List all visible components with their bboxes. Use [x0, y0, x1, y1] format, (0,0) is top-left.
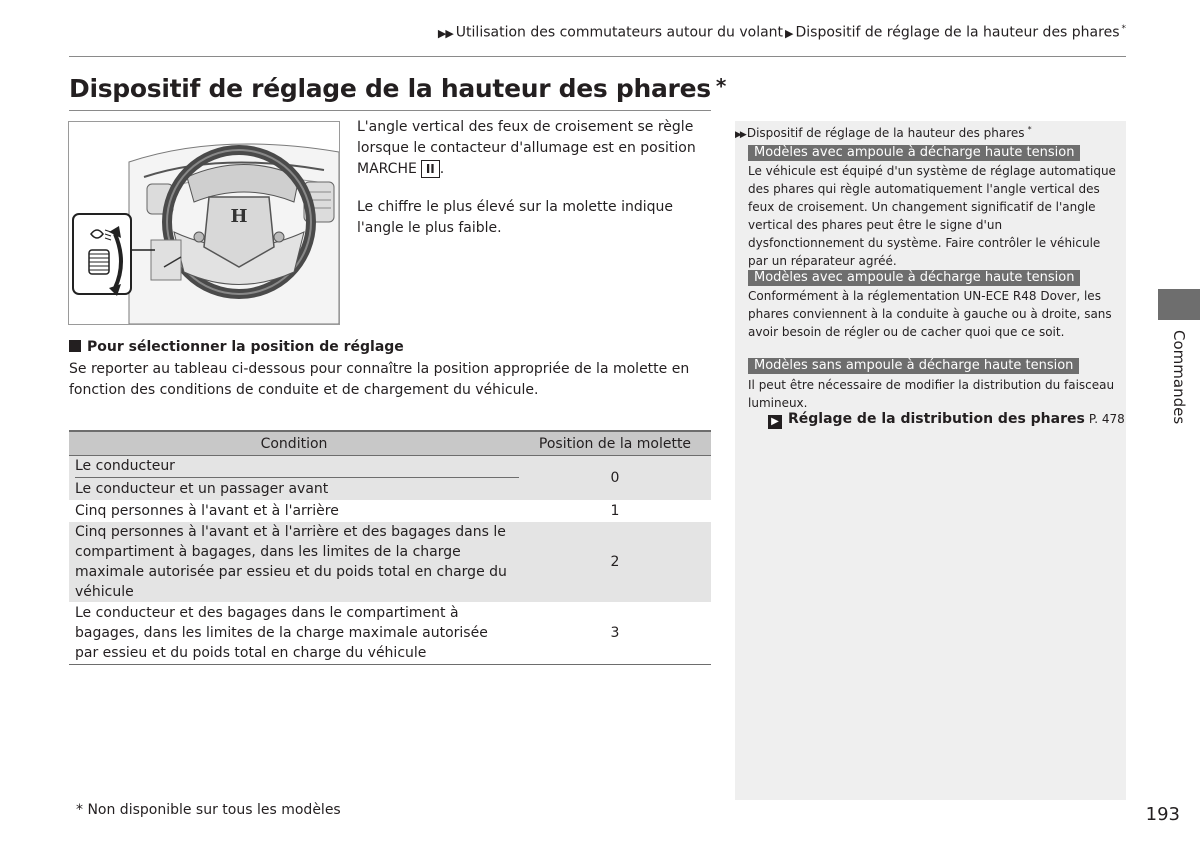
table-cell-condition: Cinq personnes à l'avant et à l'arrière — [75, 503, 339, 519]
model-tag: Modèles avec ampoule à décharge haute tension — [748, 145, 1080, 161]
breadcrumb-part-1: Utilisation des commutateurs autour du volant — [455, 24, 784, 41]
cross-reference-link[interactable] — [768, 411, 1125, 429]
sidebar-arrow-icon: ▶▶ — [735, 130, 745, 140]
breadcrumb-part-2: Dispositif de réglage de la hauteur des phares — [795, 24, 1120, 41]
dashboard-illustration — [68, 121, 340, 325]
steering-wheel-illustration — [69, 122, 339, 324]
intro-paragraph-1 — [357, 117, 713, 180]
sidebar-heading-star: * — [1027, 125, 1032, 134]
breadcrumb-arrow-icon: ▶▶ — [437, 26, 453, 40]
table-cell-condition: Le conducteur — [75, 456, 525, 478]
table-cell-condition: Le conducteur et un passager avant — [69, 478, 519, 500]
table-header-row — [69, 431, 711, 456]
chapter-tab-marker — [1158, 289, 1200, 320]
table-cell-position: 3 — [519, 602, 711, 665]
table-row — [69, 500, 711, 522]
breadcrumb — [438, 24, 1126, 41]
table-row — [69, 522, 711, 602]
breadcrumb-arrow-icon: ▶ — [785, 26, 793, 40]
sidebar-heading-text: Dispositif de réglage de la hauteur des phares — [746, 126, 1025, 140]
page-title-star: * — [715, 74, 726, 98]
section-paragraph: Se reporter au tableau ci-dessous pour connaître la position appropriée de la molette en fonction des conditions de conduite et de chargement du véhicule. — [69, 361, 690, 398]
chapter-tab-text: Commandes — [1170, 330, 1188, 425]
table-header-condition: Condition — [69, 431, 519, 456]
reference-arrow-icon: ▶ — [768, 415, 782, 429]
table-cell-position: 2 — [519, 522, 711, 602]
sidebar-heading — [735, 121, 1126, 139]
sidebar-note-text: Il peut être nécessaire de modifier la distribution du faisceau lumineux. — [748, 378, 1115, 410]
intro-paragraph-2: Le chiffre le plus élevé sur la molette indique l'angle le plus faible. — [357, 199, 673, 236]
sidebar-note-text: Conformément à la réglementation UN-ECE R48 Dover, les phares conviennent à la conduite à gauche ou à droite, sans avoir besoin de régler ou de cacher quoi que ce soit. — [748, 289, 1112, 339]
table-cell-position: 0 — [519, 456, 711, 501]
section-square-icon — [69, 340, 81, 352]
table-row — [69, 456, 711, 479]
table-row — [69, 602, 711, 665]
cross-reference-text: Réglage de la distribution des phares — [788, 411, 1085, 427]
breadcrumb-star: * — [1121, 24, 1126, 34]
ignition-on-icon: II — [421, 160, 440, 178]
title-divider — [69, 110, 711, 111]
chapter-tab-label — [1158, 330, 1200, 430]
page-title — [69, 74, 726, 103]
sidebar-note-text: Le véhicule est équipé d'un système de réglage automatique des phares qui règle automatiquement l'angle vertical des feux de croisement. Un changement significatif de l'angle vertical des phares peut être le signe d'un dysfonctionnement du système. Faire contrôler le véhicule par un réparateur agréé. — [748, 164, 1116, 268]
model-tag: Modèles avec ampoule à décharge haute tension — [748, 270, 1080, 286]
intro-text-1-end: . — [439, 161, 445, 177]
page-number: 193 — [1145, 804, 1180, 825]
adjustment-table — [69, 430, 711, 665]
honda-logo: H — [230, 206, 248, 227]
cross-reference-page: P. 478 — [1088, 412, 1125, 426]
table-cell-condition: Cinq personnes à l'avant et à l'arrière et des bagages dans le compartiment à bagages, dans les limites de la charge maximale autorisée par essieu et du poids total en charge du véhicule — [69, 522, 519, 602]
header-divider — [69, 56, 1126, 57]
table-cell-position: 1 — [610, 503, 620, 519]
section-heading — [69, 339, 404, 355]
table-cell-condition: Le conducteur et des bagages dans le compartiment à bagages, dans les limites de la charge maximale autorisée par essieu et du poids total en charge du véhicule — [69, 602, 519, 665]
model-tag: Modèles sans ampoule à décharge haute tension — [748, 358, 1079, 374]
intro-text-1: L'angle vertical des feux de croisement se règle lorsque le contacteur d'allumage est en position MARCHE — [357, 119, 696, 177]
footnote: * Non disponible sur tous les modèles — [76, 802, 341, 818]
table-header-position: Position de la molette — [519, 431, 711, 456]
section-heading-text: Pour sélectionner la position de réglage — [87, 339, 404, 355]
page-title-text: Dispositif de réglage de la hauteur des phares — [69, 74, 711, 103]
